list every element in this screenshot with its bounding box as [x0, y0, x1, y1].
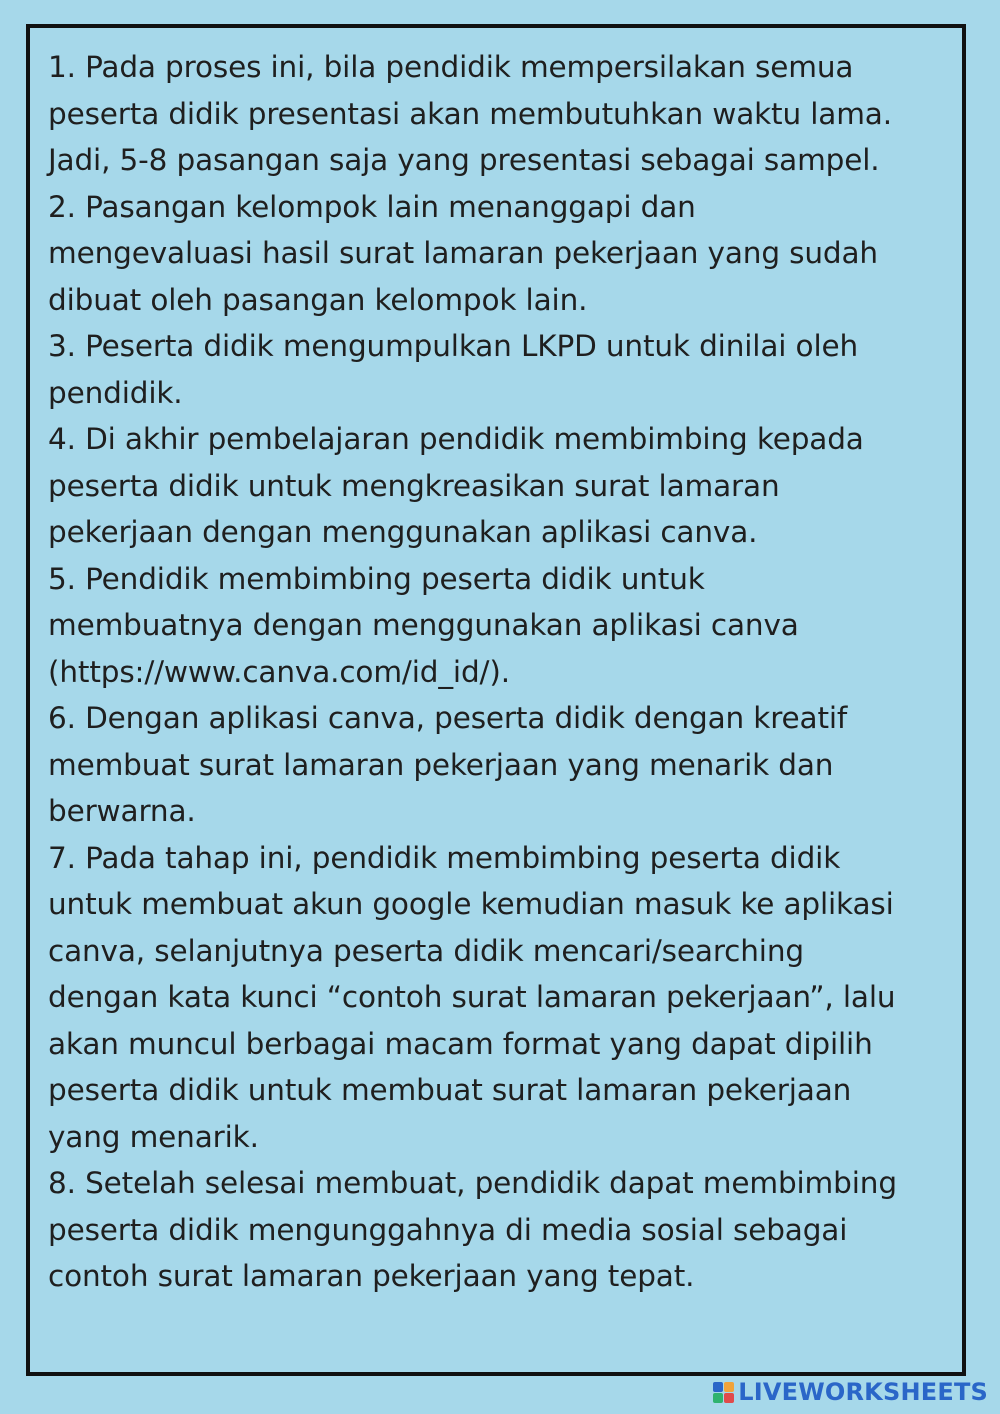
- text-line: yang menarik.: [48, 1119, 259, 1154]
- liveworksheets-logo-icon: [713, 1382, 734, 1403]
- text-line: pendidik.: [48, 375, 183, 410]
- text-line: dengan kata kunci “contoh surat lamaran pekerjaan”, lalu: [48, 980, 896, 1014]
- text-line: peserta didik untuk mengkreasikan surat lamaran: [48, 468, 780, 503]
- text-line: canva, selanjutnya peserta didik mencari/searching: [48, 933, 804, 968]
- text-line: peserta didik presentasi akan membutuhkan waktu lama.: [48, 96, 892, 131]
- liveworksheets-branding[interactable]: [713, 1380, 988, 1404]
- text-line: peserta didik mengunggahnya di media sosial sebagai: [48, 1212, 848, 1247]
- instruction-item-4: [48, 416, 968, 556]
- text-line: membuatnya dengan menggunakan aplikasi canva: [48, 608, 799, 642]
- text-line: dibuat oleh pasangan kelompok lain.: [48, 282, 588, 317]
- text-line: untuk membuat akun google kemudian masuk ke aplikasi: [48, 887, 894, 921]
- instruction-text: [48, 44, 968, 1300]
- instruction-item-7: [48, 835, 968, 1161]
- logo-square-orange: [724, 1382, 734, 1392]
- text-line: 4. Di akhir pembelajaran pendidik membimbing kepada: [48, 422, 864, 456]
- text-line: 2. Pasangan kelompok lain menanggapi dan: [48, 189, 696, 224]
- text-line: contoh surat lamaran pekerjaan yang tepat.: [48, 1259, 695, 1293]
- text-line: pekerjaan dengan menggunakan aplikasi canva.: [48, 515, 758, 549]
- text-line: 3. Peserta didik mengumpulkan LKPD untuk dinilai oleh: [48, 329, 859, 363]
- text-line: 1. Pada proses ini, bila pendidik mempersilakan semua: [48, 50, 854, 84]
- text-line: (https://www.canva.com/id_id/).: [48, 654, 510, 689]
- text-line: 7. Pada tahap ini, pendidik membimbing peserta didik: [48, 840, 841, 875]
- text-line: peserta didik untuk membuat surat lamaran pekerjaan: [48, 1073, 852, 1107]
- logo-square-blue: [713, 1382, 723, 1392]
- text-line: 8. Setelah selesai membuat, pendidik dapat membimbing: [48, 1166, 897, 1200]
- logo-square-red: [724, 1393, 734, 1403]
- logo-square-green: [713, 1393, 723, 1403]
- instruction-item-1: [48, 44, 968, 184]
- text-line: mengevaluasi hasil surat lamaran pekerjaan yang sudah: [48, 236, 878, 270]
- instruction-item-5: [48, 556, 968, 696]
- instruction-item-6: [48, 695, 968, 835]
- text-line: Jadi, 5-8 pasangan saja yang presentasi sebagai sampel.: [48, 143, 880, 177]
- instruction-item-8: [48, 1160, 968, 1300]
- instruction-item-3: [48, 323, 968, 416]
- text-line: 5. Pendidik membimbing peserta didik untuk: [48, 561, 705, 596]
- text-line: berwarna.: [48, 794, 196, 828]
- brand-label: LIVEWORKSHEETS: [738, 1378, 988, 1406]
- instruction-item-2: [48, 184, 968, 324]
- text-line: akan muncul berbagai macam format yang dapat dipilih: [48, 1026, 873, 1061]
- text-line: 6. Dengan aplikasi canva, peserta didik dengan kreatif: [48, 701, 848, 735]
- text-line: membuat surat lamaran pekerjaan yang menarik dan: [48, 747, 834, 782]
